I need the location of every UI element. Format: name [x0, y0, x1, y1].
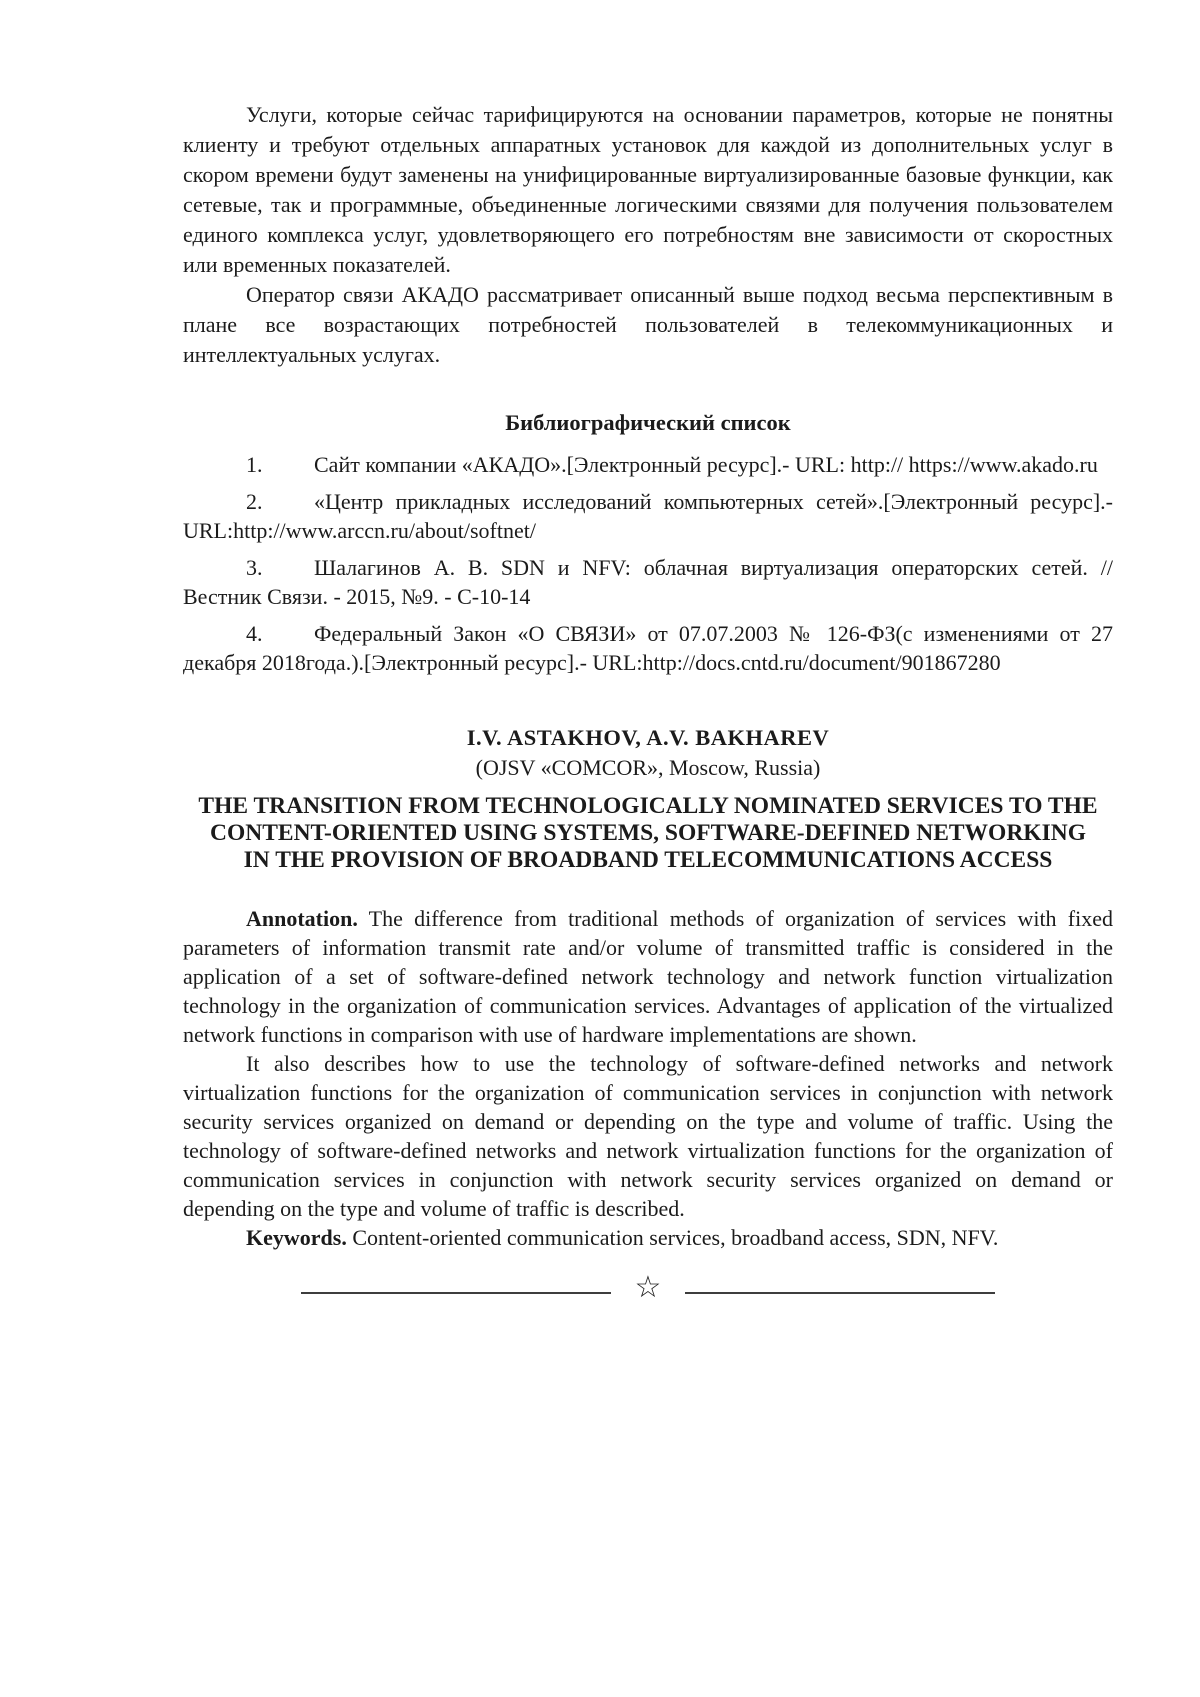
- star-icon: ☆: [634, 1271, 662, 1304]
- annotation-text: The difference from traditional methods of organization of services with fixed parameters of information transmit rate and/or volume of transmitted traffic is considered in the application of a set of software-defined network technology and network function virtualization technology in the organization of communication services. Advantages of application of the virtualized network functions in comparison with use of hardware implementations are shown.: [183, 906, 1113, 1047]
- bib-item-text: Шалагинов А. В. SDN и NFV: облачная виртуализация операторских сетей. // Вестник Связи. - 2015, №9. - С-10-14: [183, 555, 1113, 609]
- affiliation-line: (OJSV «COMCOR», Moscow, Russia): [475, 755, 821, 780]
- bibliography-item: [183, 553, 1113, 611]
- authors-line: I.V. ASTAKHOV, A.V. BAKHAREV: [466, 725, 830, 750]
- bibliography-list: [183, 450, 1113, 677]
- annotation-label: Annotation.: [246, 906, 358, 931]
- paper-title: [183, 793, 1113, 874]
- keywords-label: Keywords.: [246, 1225, 347, 1250]
- annotation-paragraph-2: It also describes how to use the technology of software-defined networks and network virtualization functions for the organization of communication services in conjunction with network security services organized on demand or depending on the type and volume of traffic. Using the technology of software-defined networks and network virtualization functions for the organization of communication services in conjunction with network security services organized on demand or depending on the type and volume of traffic is described.: [183, 1051, 1113, 1221]
- divider-line-right: [685, 1292, 995, 1294]
- paper-title-line: IN THE PROVISION OF BROADBAND TELECOMMUNICATIONS ACCESS: [243, 847, 1053, 873]
- bib-item-number: 1.: [246, 452, 263, 477]
- bibliography-item: [183, 619, 1113, 677]
- russian-paragraph-2: Оператор связи АКАДО рассматривает описанный выше подход весьма перспективным в плане все возрастающих потребностей пользователей в телекоммуникационных и интеллектуальных услугах.: [183, 282, 1113, 367]
- paper-title-line: CONTENT-ORIENTED USING SYSTEMS, SOFTWARE-DEFINED NETWORKING: [210, 820, 1086, 846]
- bib-item-text: «Центр прикладных исследований компьютерных сетей».[Электронный ресурс].- URL:http://www.arccn.ru/about/softnet/: [183, 489, 1113, 543]
- bibliography-item: [183, 487, 1113, 545]
- russian-paragraph-1: Услуги, которые сейчас тарифицируются на основании параметров, которые не понятны клиенту и требуют отдельных аппаратных установок для каждой из дополнительных услуг в скором времени будут заменены на унифицированные виртуализированные базовые функции, как сетевые, так и программные, объединенные логическими связями для получения пользователем единого комплекса услуг, удовлетворяющего его потребностям вне зависимости от скоростных или временных показателей.: [183, 102, 1113, 277]
- text-block: [183, 100, 1113, 1310]
- divider-line-left: [301, 1292, 611, 1294]
- bib-item-text: Сайт компании «АКАДО».[Электронный ресурс].- URL: http:// https://www.akado.ru: [314, 452, 1098, 477]
- keywords-line: [183, 1223, 1113, 1252]
- bib-item-number: 2.: [246, 489, 263, 514]
- annotation-paragraph-1: [183, 904, 1113, 1049]
- bib-item-text: Федеральный Закон «О СВЯЗИ» от 07.07.2003 № 126-ФЗ(с изменениями от 27 декабря 2018года.).[Электронный ресурс].- URL:http://docs.cntd.ru/document/901867280: [183, 621, 1113, 675]
- bibliography-item: [183, 450, 1113, 479]
- section-divider: [183, 1271, 1113, 1310]
- keywords-text: Content-oriented communication services, broadband access, SDN, NFV.: [346, 1225, 999, 1250]
- bibliography-heading: Библиографический список: [505, 410, 791, 435]
- paper-title-line: THE TRANSITION FROM TECHNOLOGICALLY NOMINATED SERVICES TO THE: [198, 793, 1098, 819]
- bib-item-number: 4.: [246, 621, 263, 646]
- bib-item-number: 3.: [246, 555, 263, 580]
